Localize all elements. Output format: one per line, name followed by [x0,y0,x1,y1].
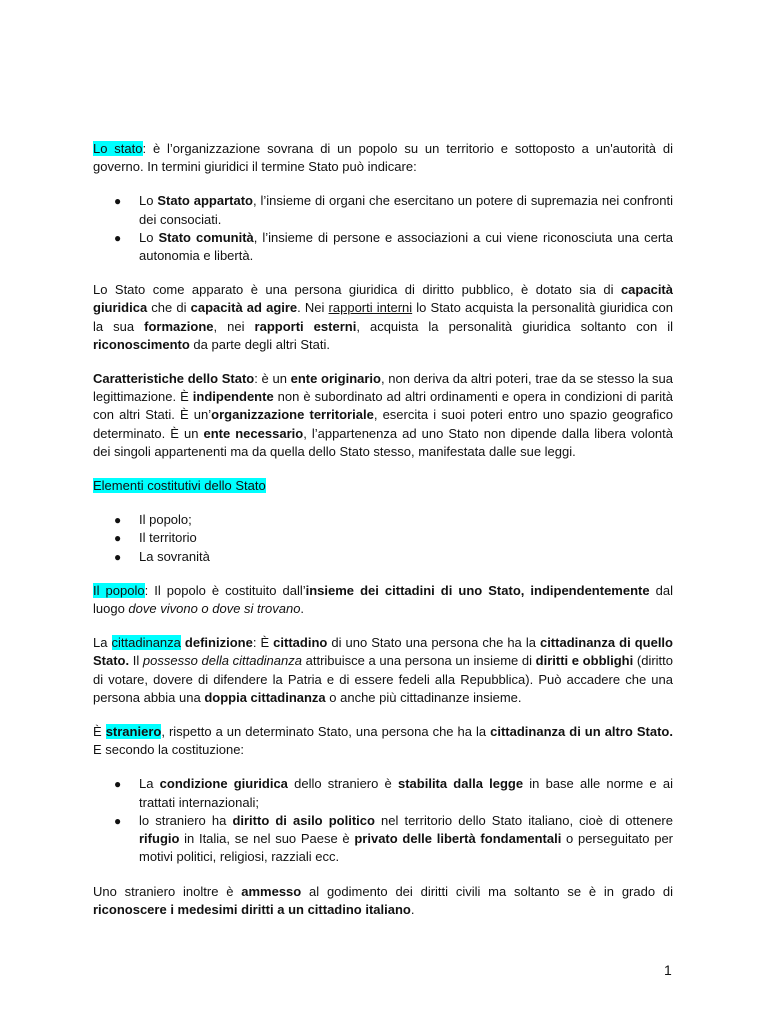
underlined-run: rapporti interni [328,300,413,316]
straniero-heading: straniero [105,724,162,740]
text-run: : è un [254,371,291,387]
bold-run: rapporti esterni [254,318,357,334]
bold-run: capacità ad agire [190,300,298,316]
list-item [93,775,673,811]
bold-run: organizzazione territoriale [211,407,374,423]
text-run: Il [129,653,143,669]
bold-run: formazione [144,318,214,334]
text-run: . [410,901,415,917]
list-item-bold: Stato appartato [157,193,253,209]
text-run: in Italia, se nel suo Paese è [179,831,355,847]
bold-run: privato delle libertà fondamentali [354,831,562,847]
list-item-text: Il territorio [139,530,197,546]
text-run: Uno straniero inoltre è [93,883,242,899]
bold-run: cittadinanza di un altro Stato. [490,724,673,740]
text-run: lo straniero ha [139,812,233,828]
intro-paragraph [93,140,673,176]
list-item [93,529,673,547]
bold-run: capacità giuridica [93,282,673,316]
text-run: nel territorio dello Stato italiano, cioè di ottenere [374,812,673,828]
intro-heading: Lo stato [93,141,143,156]
bold-run: riconoscere i medesimi diritti a un cittadino italiano [93,901,411,917]
list-item-text: , l’insieme di persone e associazioni a cui viene riconosciuta una certa autonomia e libertà. [139,229,673,264]
text-run: La [93,635,112,651]
bold-run: insieme dei cittadini di uno Stato, indipendentemente [305,582,650,598]
text-run: È [93,724,106,740]
list-item [93,192,673,228]
text-run: , l’appartenenza ad uno Stato non dipende dalla libera volontà dei singoli appartenenti ma da quella dello Stato stesso, manifestata dalle sue leggi. [93,425,673,459]
text-run: , acquista la personalità giuridica soltanto con il [356,318,673,334]
elementi-heading: Elementi costitutivi dello Stato [93,478,266,494]
text-run: E secondo la costituzione: [93,742,245,758]
list-item-text: Lo [139,229,159,245]
list-item [93,812,673,867]
caratteristiche-paragraph [93,370,673,461]
bold-run: doppia cittadinanza [204,689,326,705]
text-run: : È [252,635,274,651]
conclusione-paragraph [93,883,673,919]
intro-text: : è l’organizzazione sovrana di un popolo su un territorio e sottoposto a un'autorità di governo. In termini giuridici il termine Stato può indicare: [93,141,673,175]
bullet-icon: ● [114,531,122,546]
bullet-icon: ● [114,194,122,209]
text-run: La [139,776,160,792]
elementi-list [93,511,673,566]
bullet-icon: ● [114,513,122,528]
text-run: . Nei [297,300,329,316]
italic-run: possesso della cittadinanza [142,653,302,669]
list-item-text: Lo [139,193,158,209]
text-run: in base alle norme e ai trattati internazionali; [139,776,673,810]
list-item-text: La sovranità [139,548,210,564]
bullet-icon: ● [114,549,122,564]
bold-run: Caratteristiche dello Stato [93,371,255,387]
bold-run: rifugio [139,831,180,847]
cittadinanza-paragraph [93,634,673,707]
popolo-heading: Il popolo [93,582,145,598]
text-run: o perseguitato per motivi politici, religiosi, razziali ecc. [139,831,674,865]
text-run: o anche più cittadinanze insieme. [325,689,522,705]
list-item-bold: Stato comunità [158,229,254,245]
page-number: 1 [664,962,672,978]
bold-run: indipendente [192,389,274,405]
elementi-heading-paragraph [93,477,673,495]
bold-run: cittadinanza di quello Stato. [93,635,673,669]
text-run: al godimento dei diritti civili ma soltanto se è in grado di [301,883,673,899]
list-item [93,511,673,529]
text-run: di uno Stato una persona che ha la [327,635,540,651]
list-item [93,548,673,566]
bold-run: diritto di asilo politico [232,812,375,828]
text-run: attribuisce a una persona un insieme di [301,653,536,669]
page-content [93,140,673,935]
straniero-paragraph [93,723,673,759]
bold-run: condizione giuridica [159,776,288,792]
text-run: , rispetto a un determinato Stato, una persona che ha la [161,724,491,740]
bold-run: ammesso [241,883,302,899]
popolo-paragraph [93,582,673,618]
cittadinanza-heading: cittadinanza [111,635,181,651]
bold-run: ente necessario [203,425,304,441]
text-run: : Il popolo è costituito dall’ [144,582,306,598]
bold-run: diritti e obblighi [535,653,634,669]
bullet-icon: ● [114,777,122,792]
text-run: che di [147,300,191,316]
text-run: , non deriva da altri poteri, trae da se stesso la sua legittimazione. È [93,371,674,405]
italic-run: dove vivono o dove si trovano [128,601,301,617]
text-run: Lo Stato come apparato è una persona giuridica di diritto pubblico, è dotato sia di [93,282,621,298]
bold-run: ente originario [290,371,381,387]
text-run: dal luogo [93,582,673,617]
text-run: . [300,601,305,617]
bold-run: cittadino [273,635,328,651]
meanings-list [93,192,673,265]
list-item-text: Il popolo; [139,512,192,528]
bold-run: riconoscimento [93,336,190,352]
apparato-paragraph [93,281,673,354]
bullet-icon: ● [114,813,122,828]
bold-run: definizione [180,635,253,651]
text-run: non è subordinato ad altri ordinamenti e opera in condizioni di parità con altri Stati. È un’ [93,389,673,423]
bullet-icon: ● [114,230,122,245]
text-run: da parte degli altri Stati. [189,336,330,352]
text-run: lo Stato acquista la personalità giuridica con la sua [93,300,674,334]
text-run: dello straniero è [287,776,398,792]
bold-run: stabilita dalla legge [397,776,524,792]
list-item-text: , l’insieme di organi che esercitano un potere di supremazia nei confronti dei consociati. [139,193,674,227]
text-run: (diritto di votare, dovere di difendere la Patria e di essere fedeli alla Repubblica). Può accadere che una persona abbia una [93,653,673,705]
text-run: , esercita i suoi poteri entro uno spazio geografico determinato. È un [93,407,674,441]
text-run: , nei [213,318,255,334]
list-item [93,229,673,265]
straniero-list [93,775,673,866]
